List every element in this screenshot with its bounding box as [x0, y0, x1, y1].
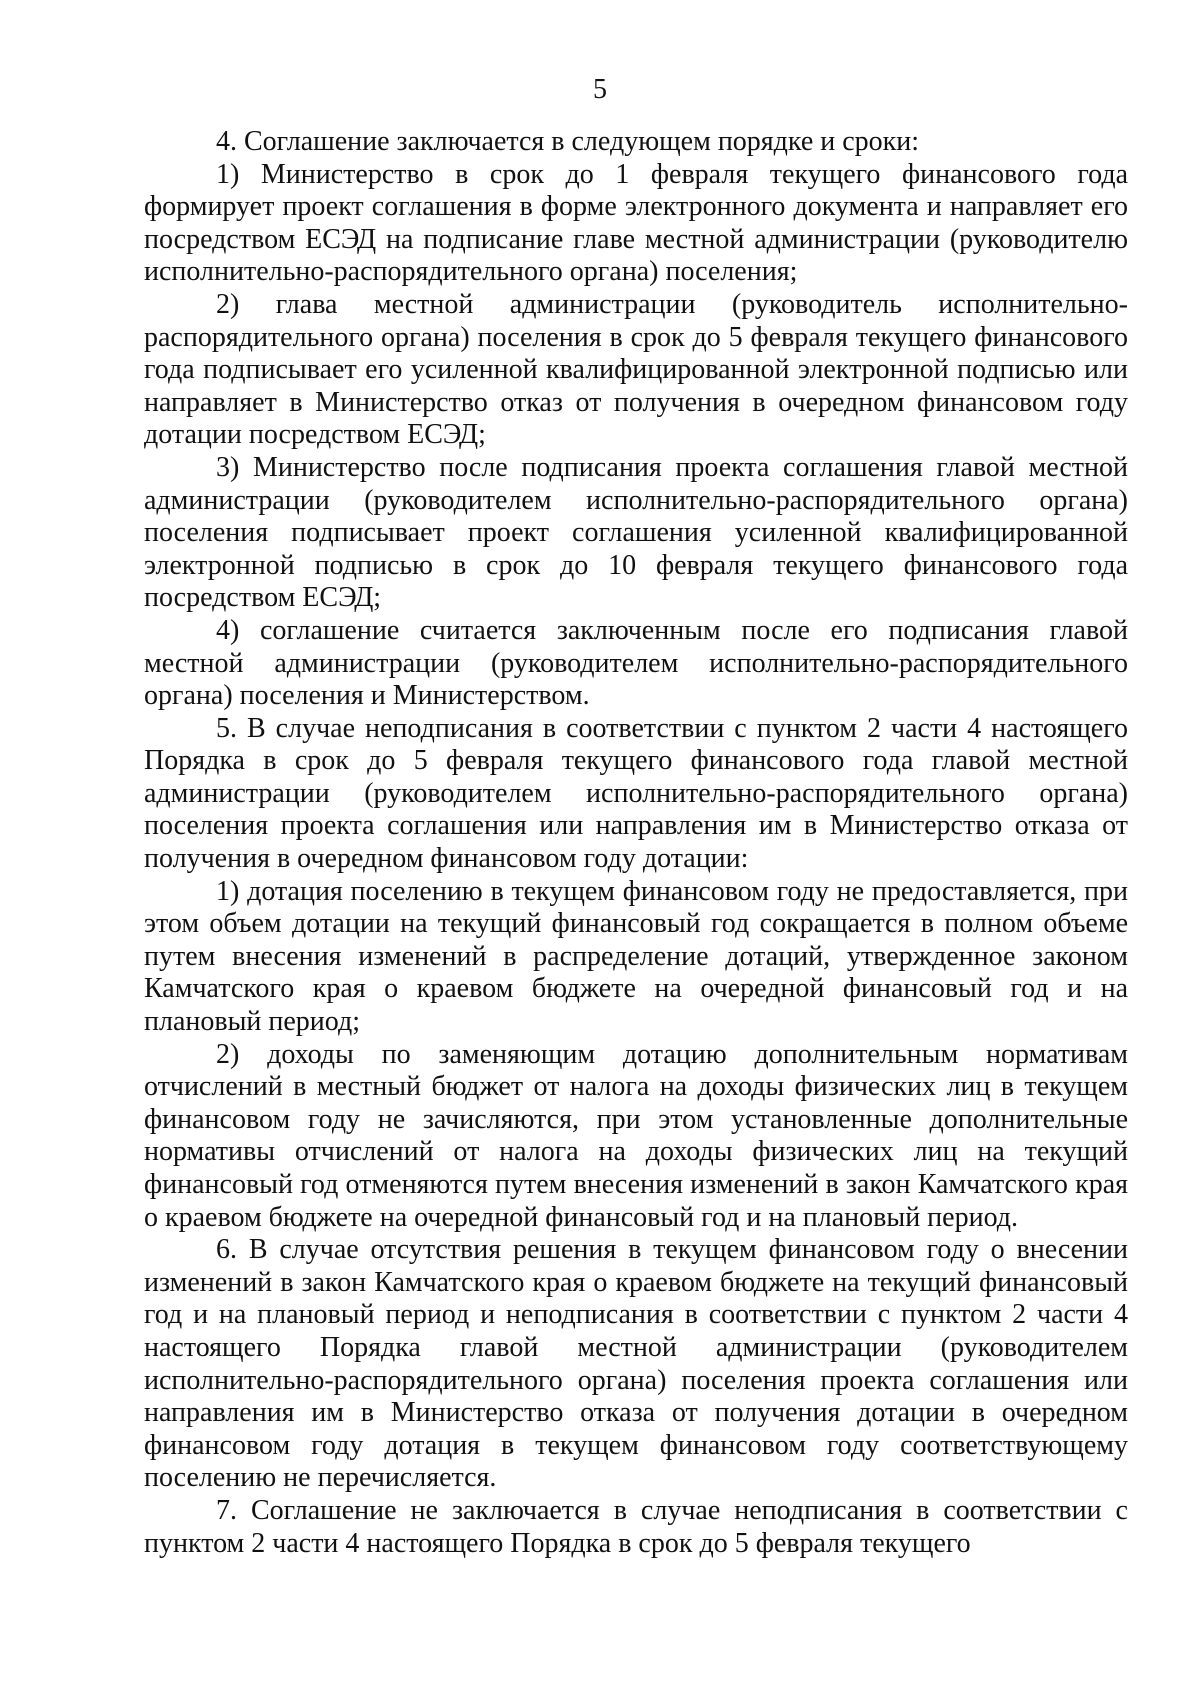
paragraph-5-item-2: 2) доходы по заменяющим дотацию дополнительным нормативам отчислений в местный бюджет от налога на доходы физических лиц в текущем финансовом году не зачисляются, при этом установленные дополнительные нормативы отчислений от налога на доходы физических лиц на текущий финансовый год отменяются путем внесения изменений в закон Камчатского края о краевом бюджете на очередной финансовый год и на плановый период.	[144, 1038, 1128, 1233]
paragraph-5-item-1: 1) дотация поселению в текущем финансовом году не предоставляется, при этом объем дотации на текущий финансовый год сокращается в полном объеме путем внесения изменений в распределение дотаций, утвержденное законом Камчатского края о краевом бюджете на очередной финансовый год и на плановый период;	[144, 875, 1128, 1038]
paragraph-section-7: 7. Соглашение не заключается в случае неподписания в соответствии с пунктом 2 части 4 настоящего Порядка в срок до 5 февраля текущего	[144, 1494, 1128, 1559]
paragraph-4-item-3: 3) Министерство после подписания проекта соглашения главой местной администрации (руководителем исполнительно-распорядительного органа) поселения подписывает проект соглашения усиленной квалифицированной электронной подписью в срок до 10 февраля текущего финансового года посредством ЕСЭД;	[144, 451, 1128, 614]
page-number: 5	[593, 74, 607, 105]
paragraph-4-item-2: 2) глава местной администрации (руководитель исполнительно-распорядительного органа) поселения в срок до 5 февраля текущего финансового года подписывает его усиленной квалифицированной электронной подписью или направляет в Министерство отказ от получения в очередном финансовом году дотации посредством ЕСЭД;	[144, 288, 1128, 451]
paragraph-4-item-1: 1) Министерство в срок до 1 февраля текущего финансового года формирует проект соглашения в форме электронного документа и направляет его посредством ЕСЭД на подписание главе местной администрации (руководителю исполнительно-распорядительного органа) поселения;	[144, 158, 1128, 288]
paragraph-4-item-4: 4) соглашение считается заключенным после его подписания главой местной администрации (руководителем исполнительно-распорядительного органа) поселения и Министерством.	[144, 614, 1128, 712]
paragraph-section-6: 6. В случае отсутствия решения в текущем финансовом году о внесении изменений в закон Камчатского края о краевом бюджете на текущий финансовый год и на плановый период и неподписания в соответствии с пунктом 2 части 4 настоящего Порядка главой местной администрации (руководителем исполнительно-распорядительного органа) поселения проекта соглашения или направления им в Министерство отказа от получения дотации в очередном финансовом году дотация в текущем финансовом году соответствующему поселению не перечисляется.	[144, 1234, 1128, 1494]
paragraph-section-5: 5. В случае неподписания в соответствии с пунктом 2 части 4 настоящего Порядка в срок до 5 февраля текущего финансового года главой местной администрации (руководителем исполнительно-распорядительного органа) поселения проекта соглашения или направления им в Министерство отказа от получения в очередном финансовом году дотации:	[144, 712, 1128, 875]
document-body	[144, 126, 1128, 1560]
paragraph-section-4: 4. Соглашение заключается в следующем порядке и сроки:	[216, 126, 920, 157]
